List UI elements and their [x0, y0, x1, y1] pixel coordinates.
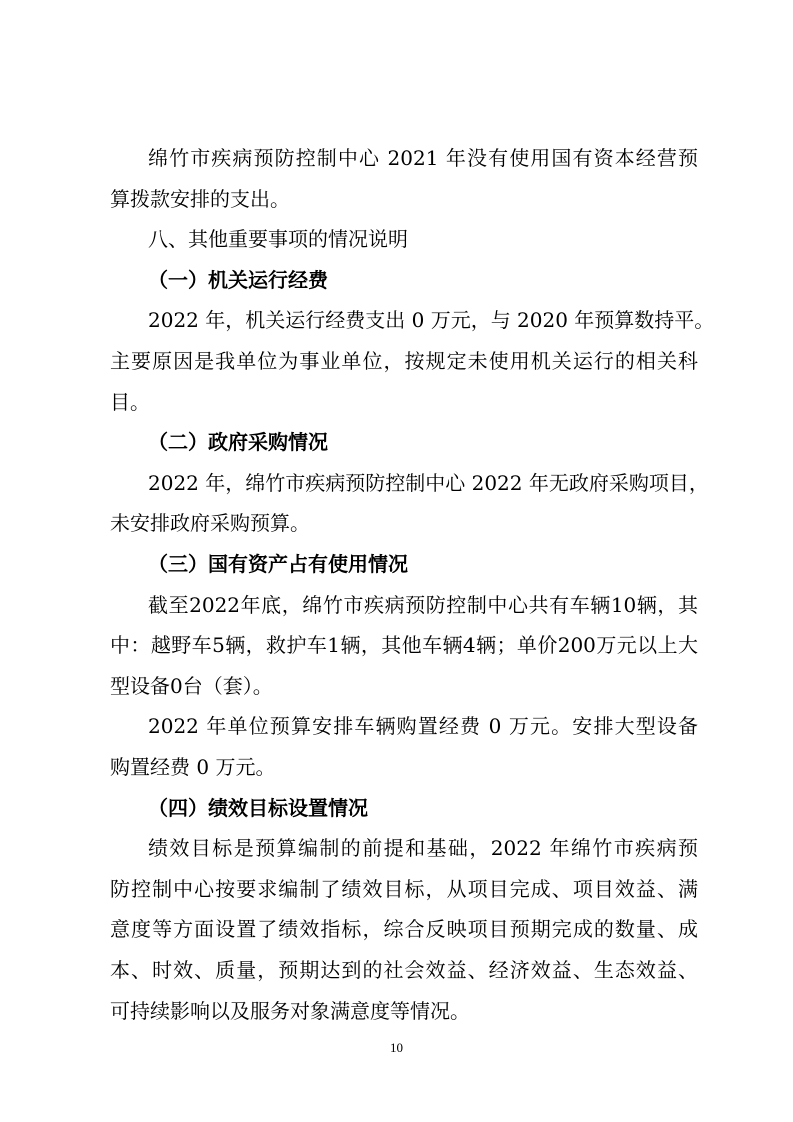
paragraph-line: 2022 年单位预算安排车辆购置经费 0 万元。安排大型设备	[148, 714, 698, 738]
subsection-heading: （四）绩效目标设置情况	[148, 796, 368, 820]
paragraph-line: 2022 年，机关运行经费支出 0 万元，与 2020 年预算数持平。	[148, 308, 715, 332]
paragraph-line: 本、时效、质量，预期达到的社会效益、经济效益、生态效益、	[110, 958, 698, 982]
subsection-heading: （二）政府采购情况	[148, 430, 328, 454]
subsection-heading: （一）机关运行经费	[148, 268, 328, 292]
page-number: 10	[390, 1040, 403, 1055]
paragraph-line: 型设备0台（套）。	[110, 674, 273, 698]
subsection-heading: （三）国有资产占有使用情况	[148, 552, 408, 576]
paragraph-line: 未安排政府采购预算。	[110, 511, 310, 535]
paragraph-line: 算拨款安排的支出。	[110, 187, 290, 211]
paragraph-line: 目。	[110, 390, 150, 414]
paragraph-line: 2022 年，绵竹市疾病预防控制中心 2022 年无政府采购项目，	[148, 471, 709, 495]
paragraph-line: 购置经费 0 万元。	[110, 755, 276, 779]
paragraph-line: 可持续影响以及服务对象满意度等情况。	[110, 999, 470, 1023]
paragraph-line: 截至2022年底，绵竹市疾病预防控制中心共有车辆10辆，其	[148, 593, 698, 617]
paragraph-line: 防控制中心按要求编制了绩效目标，从项目完成、项目效益、满	[110, 877, 698, 901]
paragraph-line: 主要原因是我单位为事业单位，按规定未使用机关运行的相关科	[110, 349, 698, 373]
paragraph-line: 绩效目标是预算编制的前提和基础，2022 年绵竹市疾病预	[148, 836, 698, 860]
section-title: 八、其他重要事项的情况说明	[148, 227, 408, 251]
paragraph-line: 中：越野车5辆，救护车1辆，其他车辆4辆；单价200万元以上大	[110, 633, 698, 657]
paragraph-line: 绵竹市疾病预防控制中心 2021 年没有使用国有资本经营预	[148, 146, 698, 170]
paragraph-line: 意度等方面设置了绩效指标，综合反映项目预期完成的数量、成	[110, 917, 698, 941]
